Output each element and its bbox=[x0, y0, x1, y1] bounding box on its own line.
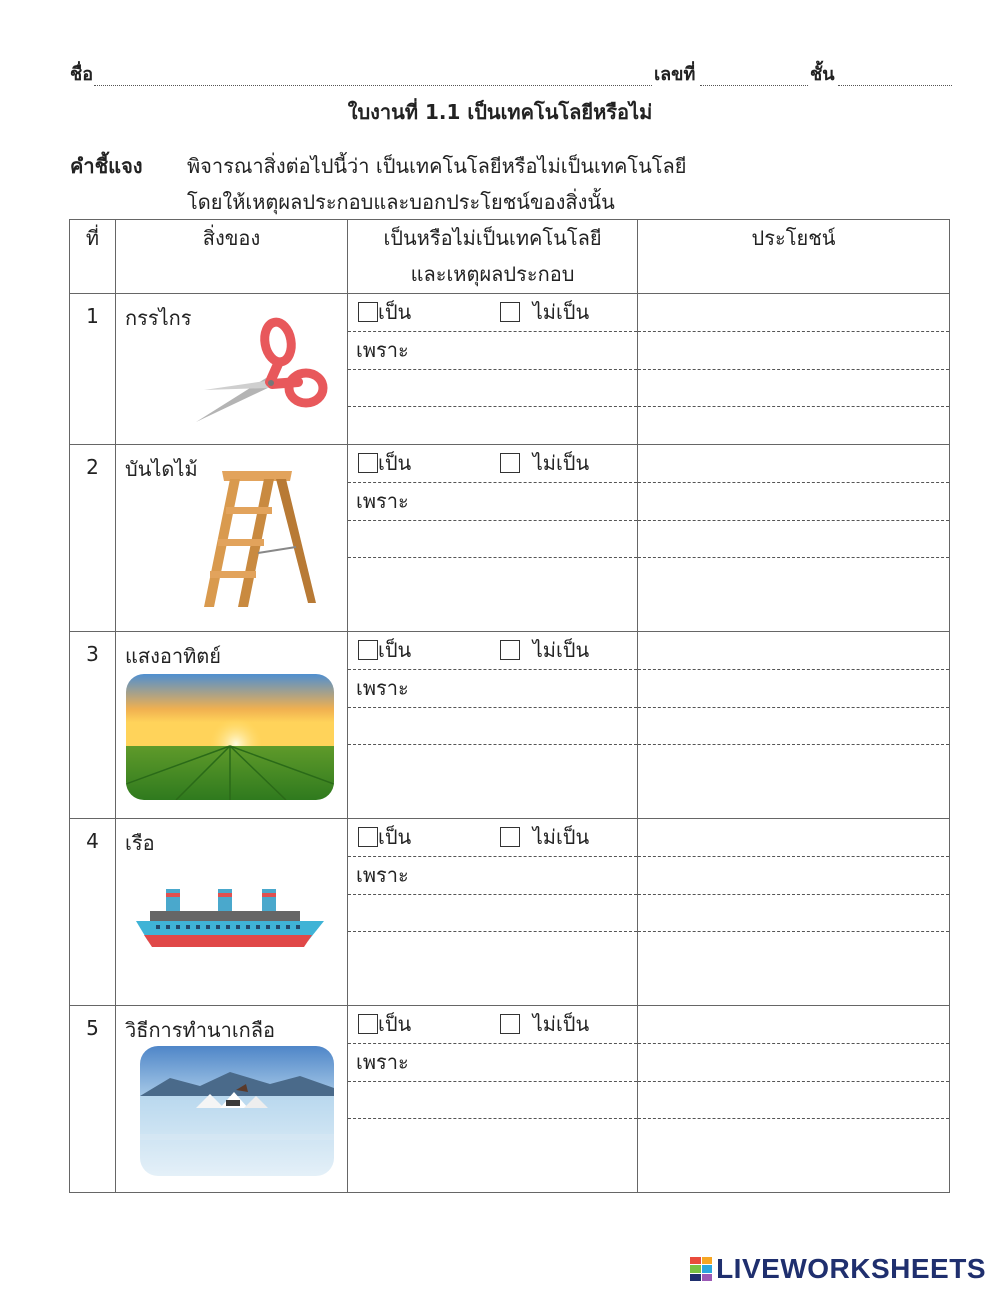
benefit-cell bbox=[638, 819, 950, 1006]
judgement-cell bbox=[348, 632, 638, 819]
answer-line[interactable] bbox=[348, 370, 637, 407]
benefit-line[interactable] bbox=[638, 558, 949, 631]
option-yes[interactable]: เป็น bbox=[358, 1012, 411, 1036]
instructions-label: คำชี้แจง bbox=[70, 154, 143, 178]
option-yes[interactable]: เป็น bbox=[358, 638, 411, 662]
benefit-line[interactable] bbox=[638, 521, 949, 558]
because-label: เพราะ bbox=[356, 1050, 409, 1074]
benefit-line[interactable] bbox=[638, 1082, 949, 1119]
scissors-picture bbox=[194, 316, 334, 428]
option-line bbox=[348, 819, 637, 857]
table-row bbox=[70, 1006, 950, 1193]
option-no[interactable]: ไม่เป็น bbox=[500, 1012, 589, 1036]
judgement-cell bbox=[348, 819, 638, 1006]
item-cell bbox=[116, 294, 348, 445]
checkbox-yes[interactable] bbox=[358, 827, 378, 847]
judgement-cell bbox=[348, 294, 638, 445]
item-cell bbox=[116, 819, 348, 1006]
table-row bbox=[70, 294, 950, 445]
because-line[interactable] bbox=[348, 670, 637, 708]
ship-picture bbox=[136, 885, 326, 955]
item-cell bbox=[116, 445, 348, 632]
benefit-line[interactable] bbox=[638, 332, 949, 370]
answer-line[interactable] bbox=[348, 558, 637, 631]
benefit-line[interactable] bbox=[638, 632, 949, 670]
logo-mark-icon bbox=[690, 1257, 712, 1281]
benefit-line[interactable] bbox=[638, 932, 949, 1005]
option-yes[interactable]: เป็น bbox=[358, 825, 411, 849]
row-number: 5 bbox=[70, 1006, 116, 1193]
because-label: เพราะ bbox=[356, 489, 409, 513]
header-judgement: เป็นหรือไม่เป็นเทคโนโลยี และเหตุผลประกอบ bbox=[348, 220, 638, 294]
header-benefit: ประโยชน์ bbox=[638, 220, 950, 294]
because-line[interactable] bbox=[348, 857, 637, 895]
row-number: 4 bbox=[70, 819, 116, 1006]
instructions-line-2: โดยให้เหตุผลประกอบและบอกประโยชน์ของสิ่งนั้น bbox=[187, 190, 615, 214]
option-line bbox=[348, 1006, 637, 1044]
benefit-line[interactable] bbox=[638, 294, 949, 332]
header-item: สิ่งของ bbox=[116, 220, 348, 294]
answer-line[interactable] bbox=[348, 407, 637, 444]
answer-line[interactable] bbox=[348, 1119, 637, 1192]
item-cell bbox=[116, 1006, 348, 1193]
row-number: 2 bbox=[70, 445, 116, 632]
benefit-line[interactable] bbox=[638, 1006, 949, 1044]
checkbox-yes[interactable] bbox=[358, 1014, 378, 1034]
checkbox-no[interactable] bbox=[500, 1014, 520, 1034]
checkbox-no[interactable] bbox=[500, 302, 520, 322]
option-line bbox=[348, 632, 637, 670]
student-info-header bbox=[70, 60, 952, 90]
item-name: เรือ bbox=[125, 831, 155, 855]
brand-name: LIVEWORKSHEETS bbox=[716, 1253, 986, 1284]
item-cell bbox=[116, 632, 348, 819]
judgement-cell bbox=[348, 445, 638, 632]
class-field[interactable] bbox=[838, 85, 952, 86]
answer-line[interactable] bbox=[348, 895, 637, 932]
worksheet-title: ใบงานที่ 1.1 เป็นเทคโนโลยีหรือไม่ bbox=[347, 100, 653, 124]
number-field[interactable] bbox=[700, 85, 808, 86]
table-row bbox=[70, 819, 950, 1006]
benefit-cell bbox=[638, 445, 950, 632]
because-label: เพราะ bbox=[356, 676, 409, 700]
checkbox-no[interactable] bbox=[500, 640, 520, 660]
benefit-line[interactable] bbox=[638, 895, 949, 932]
table-header-row bbox=[70, 220, 950, 294]
class-label: ชั้น bbox=[810, 64, 835, 85]
checkbox-yes[interactable] bbox=[358, 302, 378, 322]
worksheet-table bbox=[69, 219, 950, 1193]
benefit-line[interactable] bbox=[638, 407, 949, 444]
instructions-line-1: พิจารณาสิ่งต่อไปนี้ว่า เป็นเทคโนโลยีหรือไม่เป็นเทคโนโลยี bbox=[187, 154, 687, 178]
benefit-line[interactable] bbox=[638, 670, 949, 708]
ladder-picture bbox=[200, 467, 320, 609]
benefit-line[interactable] bbox=[638, 1119, 949, 1192]
because-line[interactable] bbox=[348, 332, 637, 370]
benefit-cell bbox=[638, 1006, 950, 1193]
option-yes[interactable]: เป็น bbox=[358, 451, 411, 475]
number-label: เลขที่ bbox=[654, 64, 696, 85]
benefit-line[interactable] bbox=[638, 819, 949, 857]
benefit-cell bbox=[638, 632, 950, 819]
row-number: 3 bbox=[70, 632, 116, 819]
item-name: วิธีการทำนาเกลือ bbox=[125, 1018, 276, 1042]
name-field[interactable] bbox=[94, 85, 652, 86]
answer-line[interactable] bbox=[348, 521, 637, 558]
answer-line[interactable] bbox=[348, 932, 637, 1005]
benefit-line[interactable] bbox=[638, 1044, 949, 1082]
checkbox-yes[interactable] bbox=[358, 640, 378, 660]
sunlight-picture bbox=[126, 674, 334, 800]
checkbox-yes[interactable] bbox=[358, 453, 378, 473]
benefit-line[interactable] bbox=[638, 857, 949, 895]
salt-farm-picture bbox=[140, 1046, 334, 1176]
because-line[interactable] bbox=[348, 1044, 637, 1082]
benefit-line[interactable] bbox=[638, 745, 949, 818]
judgement-cell bbox=[348, 1006, 638, 1193]
benefit-line[interactable] bbox=[638, 445, 949, 483]
because-label: เพราะ bbox=[356, 863, 409, 887]
item-name: บันไดไม้ bbox=[125, 457, 198, 481]
option-line bbox=[348, 445, 637, 483]
item-name: แสงอาทิตย์ bbox=[125, 644, 221, 668]
option-line bbox=[348, 294, 637, 332]
because-line[interactable] bbox=[348, 483, 637, 521]
benefit-line[interactable] bbox=[638, 483, 949, 521]
row-number: 1 bbox=[70, 294, 116, 445]
liveworksheets-logo bbox=[690, 1252, 986, 1286]
checkbox-no[interactable] bbox=[500, 453, 520, 473]
table-row bbox=[70, 632, 950, 819]
table-row bbox=[70, 445, 950, 632]
because-label: เพราะ bbox=[356, 338, 409, 362]
option-no[interactable]: ไม่เป็น bbox=[500, 451, 589, 475]
answer-line[interactable] bbox=[348, 708, 637, 745]
option-yes[interactable]: เป็น bbox=[358, 300, 411, 324]
answer-line[interactable] bbox=[348, 1082, 637, 1119]
benefit-line[interactable] bbox=[638, 370, 949, 407]
answer-line[interactable] bbox=[348, 745, 637, 818]
option-no[interactable]: ไม่เป็น bbox=[500, 300, 589, 324]
option-no[interactable]: ไม่เป็น bbox=[500, 825, 589, 849]
name-label: ชื่อ bbox=[70, 64, 94, 85]
header-no: ที่ bbox=[70, 220, 116, 294]
benefit-cell bbox=[638, 294, 950, 445]
item-name: กรรไกร bbox=[125, 306, 192, 330]
checkbox-no[interactable] bbox=[500, 827, 520, 847]
option-no[interactable]: ไม่เป็น bbox=[500, 638, 589, 662]
benefit-line[interactable] bbox=[638, 708, 949, 745]
